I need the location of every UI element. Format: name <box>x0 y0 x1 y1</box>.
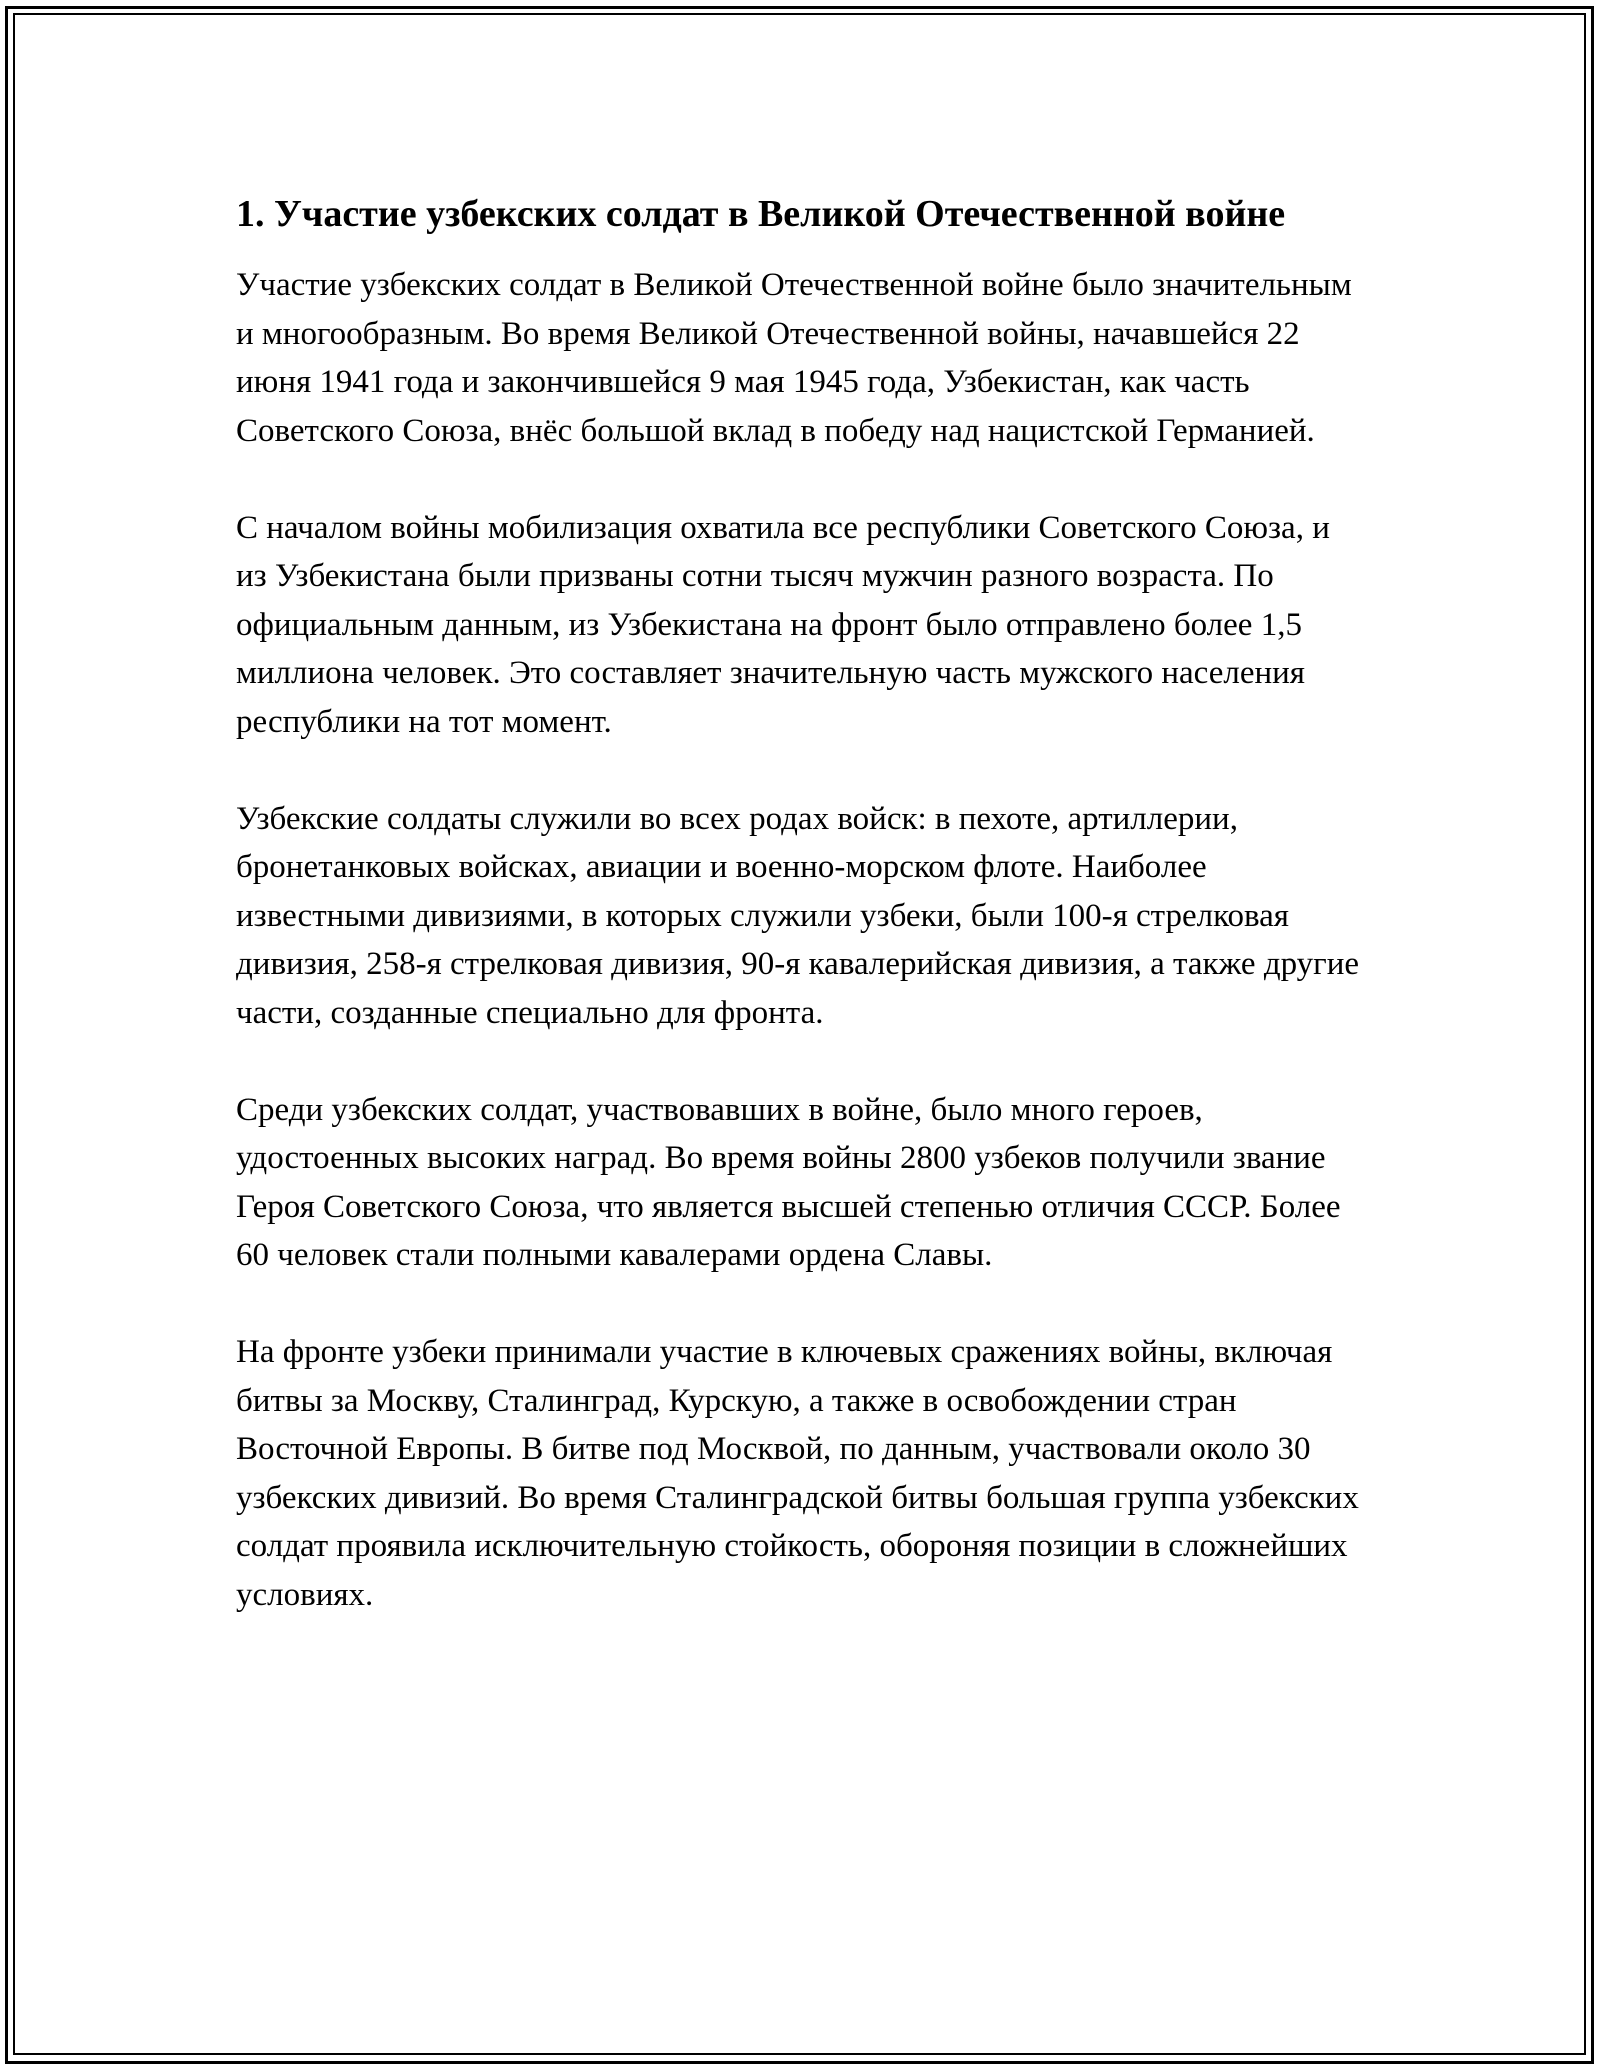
section-heading: 1. Участие узбекских солдат в Великой Отечественной войне <box>236 193 1286 235</box>
paragraph-5: На фронте узбеки принимали участие в ключевых сражениях войны, включая битвы за Москву, Сталинград, Курскую, а также в освобождении стран Восточной Европы. В битве под Москвой, по данным, участвовали около 30 узбекских дивизий. Во время Сталинградской битвы большая группа узбекских солдат проявила исключительную стойкость, обороняя позиции в сложнейших условиях. <box>236 1334 1359 1613</box>
paragraph-3: Узбекские солдаты служили во всех родах войск: в пехоте, артиллерии, бронетанковых войсках, авиации и военно-морском флоте. Наиболее известными дивизиями, в которых служили узбеки, были 100-я стрелковая дивизия, 258-я стрелковая дивизия, 90-я кавалерийская дивизия, а также другие части, созданные специально для фронта. <box>236 800 1360 1031</box>
document-body <box>236 187 1366 1668</box>
paragraph-1: Участие узбекских солдат в Великой Отечественной войне было значительным и многообразным. Во время Великой Отечественной войны, начавшейся 22 июня 1941 года и закончившейся 9 мая 1945 года, Узбекистан, как часть Советского Союза, внёс большой вклад в победу над нацистской Германией. <box>236 267 1352 449</box>
paragraph-2: С началом войны мобилизация охватила все республики Советского Союза, и из Узбекистана были призваны сотни тысяч мужчин разного возраста. По официальным данным, из Узбекистана на фронт было отправлено более 1,5 миллиона человек. Это составляет значительную часть мужского населения республики на тот момент. <box>236 509 1330 740</box>
paragraph-4: Среди узбекских солдат, участвовавших в войне, было много героев, удостоенных высоких наград. Во время войны 2800 узбеков получили звание Героя Советского Союза, что является высшей степенью отличия СССР. Более 60 человек стали полными кавалерами ордена Славы. <box>236 1091 1341 1273</box>
